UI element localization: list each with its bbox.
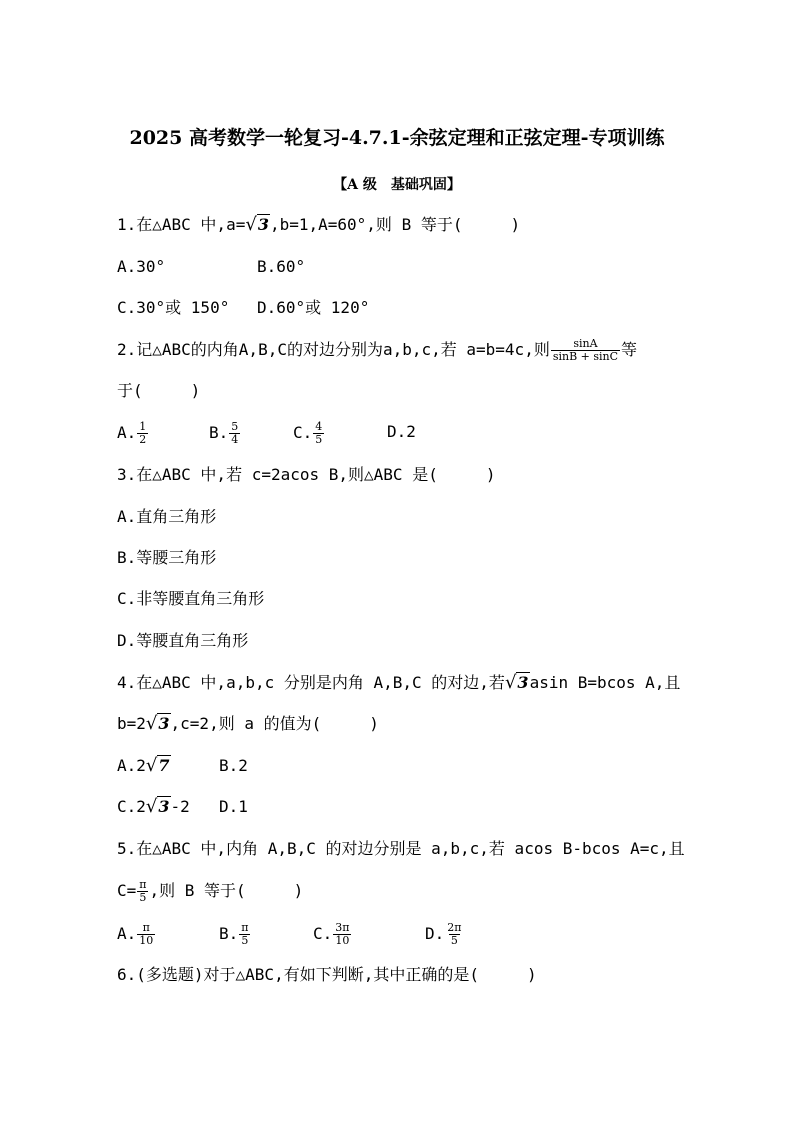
page-title: 2025 高考数学一轮复习-4.7.1-余弦定理和正弦定理-专项训练 [129,127,665,149]
question-5-option-d: D. $\frac{2\pi}{5}$ [425,921,462,947]
question-2 [117,338,637,363]
question-4-line-2: b=2√3,c=2,则 a 的值为( ) [117,713,379,734]
question-4-option-a: A.2√7 [117,755,170,776]
question-1 [117,214,520,236]
question-3-option-b: B.等腰三角形 [117,548,217,567]
fraction: $\frac{\sin A}{\sin B + \sin C}$ [552,337,619,363]
question-1-option-c: C.30°或 150° [117,298,230,317]
question-3: 3.在△ABC 中,若 c=2acos B,则△ABC 是( ) [117,465,496,484]
question-1-text-pre: 1.在△ABC 中,a= [117,215,246,234]
question-2-option-c: C. $\frac{4}{5}$ [293,420,323,446]
question-2-option-a: A. $\frac{1}{2}$ [117,420,147,446]
question-1-option-b: B.60° [257,257,306,276]
question-4-option-b: B.2 [219,756,248,775]
question-5-option-c: C. $\frac{3\pi}{10}$ [313,921,350,947]
question-4-option-d: D.1 [219,797,248,816]
question-2-option-b: B. $\frac{5}{4}$ [209,420,239,446]
question-2-text-post: 等 [621,340,638,359]
sqrt-symbol: √3 [245,214,269,235]
question-5: 5.在△ABC 中,内角 A,B,C 的对边分别是 a,b,c,若 acos B-bcos A=c,且 [117,839,685,858]
question-2-line-2: 于( ) [117,381,201,400]
question-2-text-pre: 2.记△ABC的内角A,B,C的对边分别为a,b,c,若 a=b=4c,则 [117,340,550,359]
sqrt-symbol: √3 [504,672,529,693]
sqrt-symbol: √3 [145,713,170,734]
question-3-option-c: C.非等腰直角三角形 [117,589,265,608]
question-5-option-b: B. $\frac{\pi}{5}$ [219,921,249,947]
question-5-line-2: C= $\frac{\pi}{5}$ ,则 B 等于( ) [117,878,304,904]
question-5-option-a: A. $\frac{\pi}{10}$ [117,921,154,947]
question-2-option-d: D.2 [387,422,416,441]
question-4: 4.在△ABC 中,a,b,c 分别是内角 A,B,C 的对边,若√3asin B=bcos A,且 [117,672,681,693]
question-3-option-a: A.直角三角形 [117,507,217,526]
section-level-heading: 【A 级 基础巩固】 [333,177,461,193]
question-1-option-d: D.60°或 120° [257,298,370,317]
question-1-option-a: A.30° [117,257,166,276]
fraction: $\frac{\pi}{5}$ [139,878,147,904]
question-1-text-post: ,b=1,A=60°,则 B 等于( ) [269,215,521,234]
question-6: 6.(多选题)对于△ABC,有如下判断,其中正确的是( ) [117,965,537,984]
question-4-option-c: C.2√3-2 [117,796,190,817]
question-3-option-d: D.等腰直角三角形 [117,631,249,650]
